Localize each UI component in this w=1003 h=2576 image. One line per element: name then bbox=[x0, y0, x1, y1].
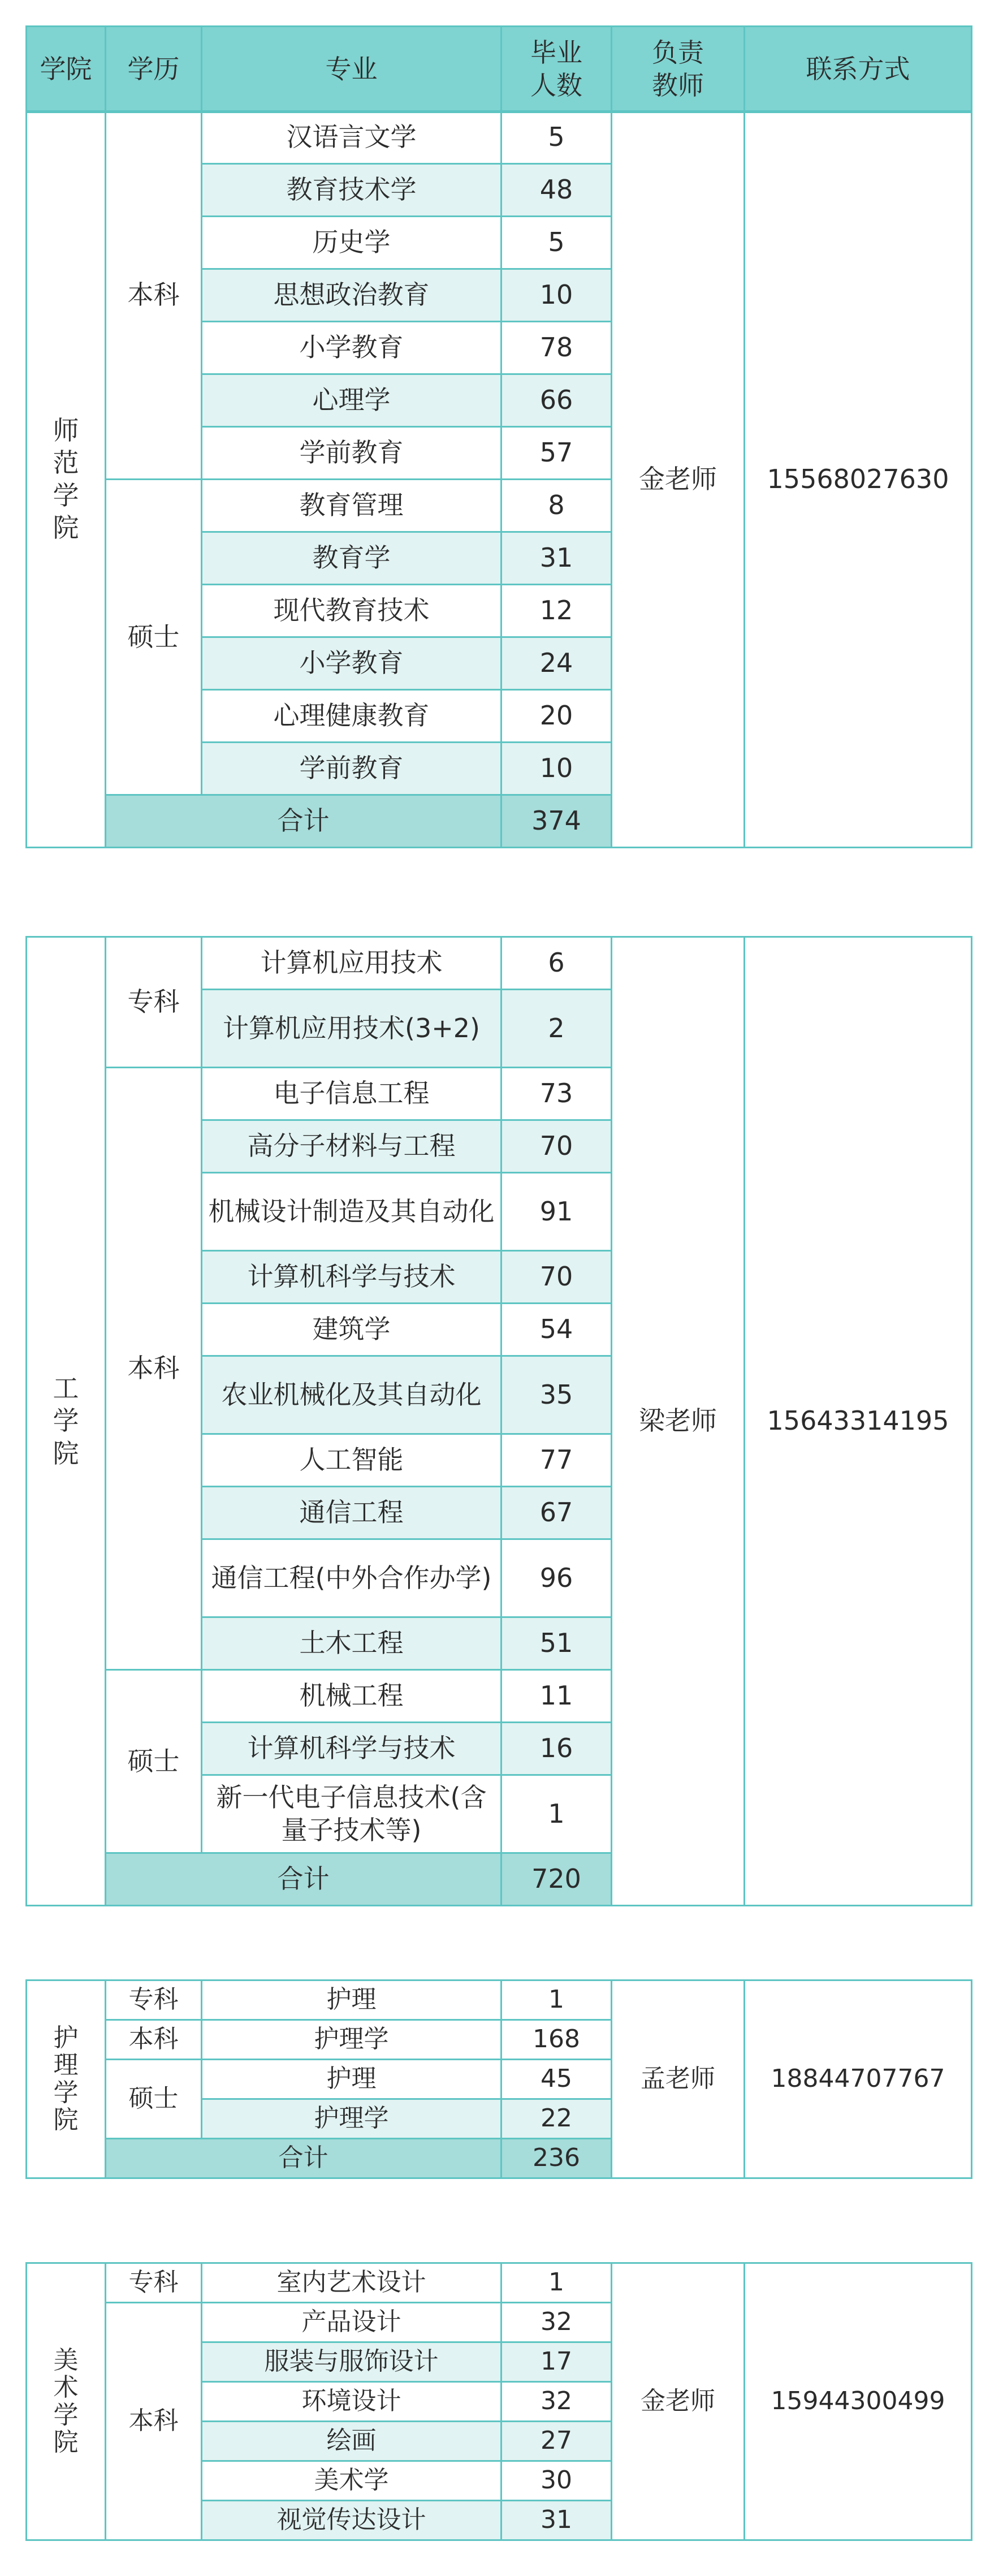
major-cell: 农业机械化及其自动化 bbox=[202, 1356, 502, 1434]
table-row bbox=[27, 937, 972, 990]
count-cell: 91 bbox=[502, 1173, 612, 1251]
count-cell: 77 bbox=[502, 1434, 612, 1487]
major-cell: 计算机应用技术(3+2) bbox=[202, 990, 502, 1068]
total-label: 合计 bbox=[106, 2139, 502, 2178]
major-cell: 机械工程 bbox=[202, 1670, 502, 1723]
major-cell: 环境设计 bbox=[202, 2382, 502, 2422]
count-cell: 168 bbox=[502, 2020, 612, 2060]
total-value: 236 bbox=[502, 2139, 612, 2178]
header-table bbox=[25, 25, 972, 113]
phone-cell: 15568027630 bbox=[745, 111, 972, 848]
header-contact: 联系方式 bbox=[745, 27, 972, 113]
college-table bbox=[25, 2262, 972, 2541]
count-cell: 32 bbox=[502, 2303, 612, 2342]
major-cell: 美术学 bbox=[202, 2461, 502, 2501]
major-cell: 服装与服饰设计 bbox=[202, 2342, 502, 2382]
degree-cell: 专科 bbox=[106, 937, 202, 1068]
major-cell: 心理健康教育 bbox=[202, 690, 502, 743]
degree-cell: 硕士 bbox=[106, 1670, 202, 1853]
teacher-cell: 孟老师 bbox=[612, 1980, 745, 2178]
count-cell: 45 bbox=[502, 2060, 612, 2099]
count-cell: 27 bbox=[502, 2422, 612, 2461]
table-row bbox=[27, 2263, 972, 2303]
count-cell: 73 bbox=[502, 1068, 612, 1120]
count-cell: 35 bbox=[502, 1356, 612, 1434]
count-cell: 32 bbox=[502, 2382, 612, 2422]
college-table bbox=[25, 1979, 972, 2179]
college-name: 师 范 学 院 bbox=[27, 111, 106, 848]
count-cell: 11 bbox=[502, 1670, 612, 1723]
major-cell: 历史学 bbox=[202, 217, 502, 269]
count-cell: 24 bbox=[502, 637, 612, 690]
major-cell: 计算机科学与技术 bbox=[202, 1723, 502, 1775]
major-cell: 现代教育技术 bbox=[202, 585, 502, 637]
major-cell: 高分子材料与工程 bbox=[202, 1120, 502, 1173]
major-cell: 室内艺术设计 bbox=[202, 2263, 502, 2303]
count-cell: 96 bbox=[502, 1539, 612, 1617]
phone-cell: 15643314195 bbox=[745, 937, 972, 1906]
college-name: 工 学 院 bbox=[27, 937, 106, 1906]
teacher-cell: 梁老师 bbox=[612, 937, 745, 1906]
major-cell: 教育学 bbox=[202, 532, 502, 585]
college-table bbox=[25, 110, 972, 848]
count-cell: 48 bbox=[502, 164, 612, 217]
count-cell: 57 bbox=[502, 427, 612, 480]
major-cell: 护理学 bbox=[202, 2099, 502, 2139]
count-cell: 22 bbox=[502, 2099, 612, 2139]
phone-cell: 15944300499 bbox=[745, 2263, 972, 2540]
total-label: 合计 bbox=[106, 1853, 502, 1906]
count-cell: 6 bbox=[502, 937, 612, 990]
major-cell: 土木工程 bbox=[202, 1617, 502, 1670]
major-cell: 护理 bbox=[202, 2060, 502, 2099]
count-cell: 5 bbox=[502, 111, 612, 164]
major-cell: 思想政治教育 bbox=[202, 269, 502, 322]
major-cell: 建筑学 bbox=[202, 1304, 502, 1356]
major-cell: 视觉传达设计 bbox=[202, 2501, 502, 2540]
degree-cell: 本科 bbox=[106, 2303, 202, 2540]
major-cell: 计算机应用技术 bbox=[202, 937, 502, 990]
header-major: 专业 bbox=[202, 27, 502, 113]
count-cell: 17 bbox=[502, 2342, 612, 2382]
degree-cell: 本科 bbox=[106, 2020, 202, 2060]
teacher-cell: 金老师 bbox=[612, 111, 745, 848]
major-cell: 心理学 bbox=[202, 374, 502, 427]
major-cell: 电子信息工程 bbox=[202, 1068, 502, 1120]
count-cell: 70 bbox=[502, 1251, 612, 1304]
count-cell: 66 bbox=[502, 374, 612, 427]
degree-cell: 专科 bbox=[106, 2263, 202, 2303]
count-cell: 1 bbox=[502, 2263, 612, 2303]
major-cell: 教育管理 bbox=[202, 480, 502, 532]
major-cell: 护理 bbox=[202, 1980, 502, 2020]
count-cell: 31 bbox=[502, 532, 612, 585]
total-value: 720 bbox=[502, 1853, 612, 1906]
count-cell: 54 bbox=[502, 1304, 612, 1356]
major-cell: 学前教育 bbox=[202, 427, 502, 480]
table-row bbox=[27, 111, 972, 164]
count-cell: 12 bbox=[502, 585, 612, 637]
count-cell: 20 bbox=[502, 690, 612, 743]
degree-cell: 硕士 bbox=[106, 2060, 202, 2139]
major-cell: 汉语言文学 bbox=[202, 111, 502, 164]
count-cell: 10 bbox=[502, 743, 612, 795]
count-cell: 30 bbox=[502, 2461, 612, 2501]
table-row bbox=[27, 1980, 972, 2020]
count-cell: 5 bbox=[502, 217, 612, 269]
college-table bbox=[25, 936, 972, 1906]
count-cell: 78 bbox=[502, 322, 612, 374]
count-cell: 10 bbox=[502, 269, 612, 322]
degree-cell: 本科 bbox=[106, 111, 202, 480]
header-degree: 学历 bbox=[106, 27, 202, 113]
college-name: 美 术 学 院 bbox=[27, 2263, 106, 2540]
count-cell: 31 bbox=[502, 2501, 612, 2540]
major-cell: 人工智能 bbox=[202, 1434, 502, 1487]
degree-cell: 专科 bbox=[106, 1980, 202, 2020]
total-label: 合计 bbox=[106, 795, 502, 848]
major-cell: 小学教育 bbox=[202, 322, 502, 374]
degree-cell: 本科 bbox=[106, 1068, 202, 1670]
count-cell: 70 bbox=[502, 1120, 612, 1173]
count-cell: 51 bbox=[502, 1617, 612, 1670]
count-cell: 67 bbox=[502, 1487, 612, 1539]
major-cell: 通信工程(中外合作办学) bbox=[202, 1539, 502, 1617]
major-cell: 小学教育 bbox=[202, 637, 502, 690]
major-cell: 机械设计制造及其自动化 bbox=[202, 1173, 502, 1251]
college-name: 护 理 学 院 bbox=[27, 1980, 106, 2178]
count-cell: 1 bbox=[502, 1980, 612, 2020]
major-cell: 教育技术学 bbox=[202, 164, 502, 217]
major-cell: 学前教育 bbox=[202, 743, 502, 795]
header-teacher: 负责教师 bbox=[612, 27, 745, 113]
degree-cell: 硕士 bbox=[106, 480, 202, 795]
major-cell: 新一代电子信息技术(含量子技术等) bbox=[202, 1775, 502, 1853]
total-value: 374 bbox=[502, 795, 612, 848]
count-cell: 1 bbox=[502, 1775, 612, 1853]
header-college bbox=[27, 27, 106, 113]
header-count: 毕业人数 bbox=[502, 27, 612, 113]
major-cell: 护理学 bbox=[202, 2020, 502, 2060]
major-cell: 通信工程 bbox=[202, 1487, 502, 1539]
major-cell: 计算机科学与技术 bbox=[202, 1251, 502, 1304]
count-cell: 8 bbox=[502, 480, 612, 532]
teacher-cell: 金老师 bbox=[612, 2263, 745, 2540]
phone-cell: 18844707767 bbox=[745, 1980, 972, 2178]
header-college-text: 学院 bbox=[40, 53, 92, 84]
count-cell: 16 bbox=[502, 1723, 612, 1775]
major-cell: 绘画 bbox=[202, 2422, 502, 2461]
major-cell: 产品设计 bbox=[202, 2303, 502, 2342]
count-cell: 2 bbox=[502, 990, 612, 1068]
